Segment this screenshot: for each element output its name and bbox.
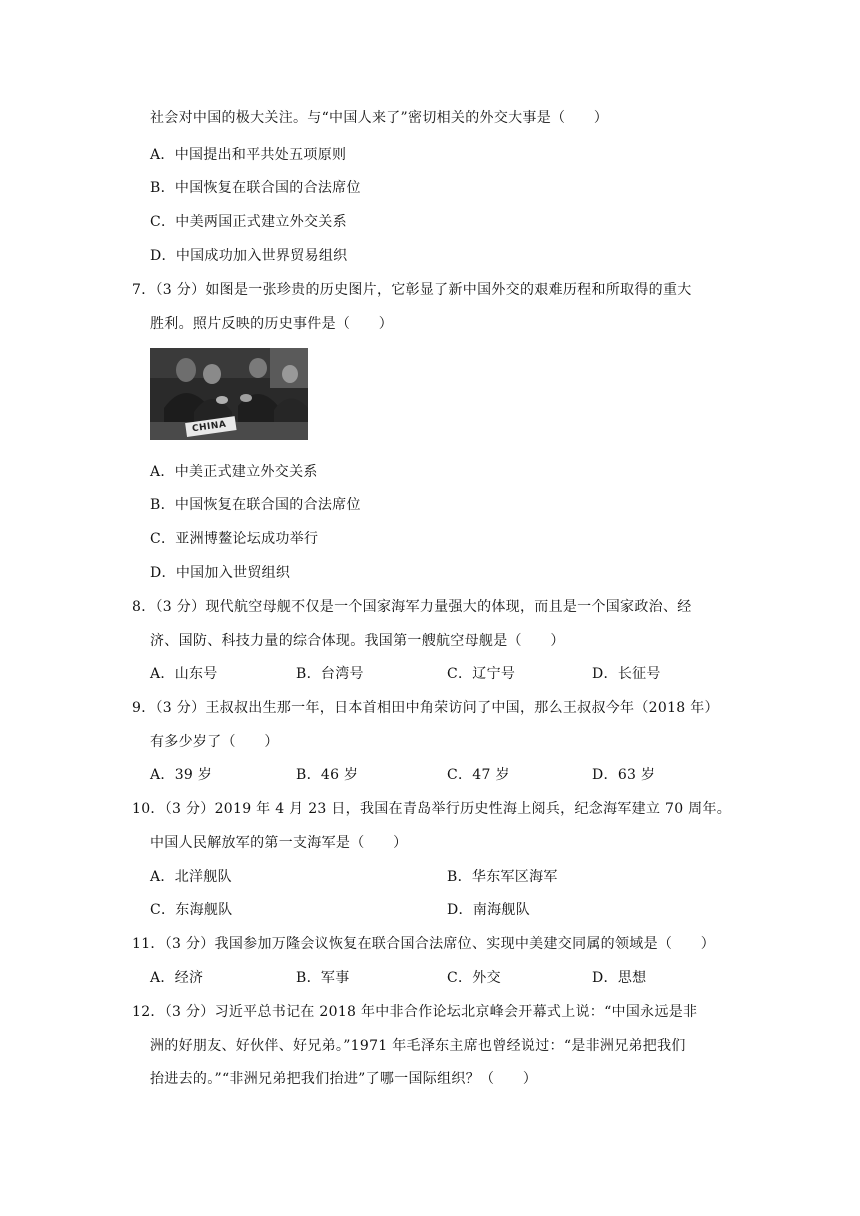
q12-stem-line-2: 洲的好朋友、好伙伴、好兄弟。”1971 年毛泽东主席也曾经说过：“是非洲兄弟把我们 xyxy=(150,1038,686,1054)
q11-option-b[interactable]: B．军事 xyxy=(296,970,350,986)
q6-option-c[interactable]: C．中美两国正式建立外交关系 xyxy=(150,214,347,230)
q7-stem-line-1: 7．（3 分）如图是一张珍贵的历史图片，它彰显了新中国外交的艰难历程和所取得的重大 xyxy=(132,282,692,298)
q7-stem-line-2: 胜利。照片反映的历史事件是（ ） xyxy=(150,316,394,332)
q7-option-c[interactable]: C．亚洲博鳌论坛成功举行 xyxy=(150,531,319,547)
q8-stem-line-2: 济、国防、科技力量的综合体现。我国第一艘航空母舰是（ ） xyxy=(150,633,565,649)
q9-stem-line-2: 有多少岁了（ ） xyxy=(150,734,279,750)
q6-stem-line: 社会对中国的极大关注。与“中国人来了”密切相关的外交大事是（ ） xyxy=(150,110,609,126)
q6-option-a[interactable]: A．中国提出和平共处五项原则 xyxy=(150,147,347,163)
china-sign-label: CHINA xyxy=(191,419,228,435)
q8-option-b[interactable]: B．台湾号 xyxy=(296,666,364,682)
q11-option-a[interactable]: A．经济 xyxy=(150,970,204,986)
q9-stem-line-1: 9．（3 分）王叔叔出生那一年，日本首相田中角荣访问了中国，那么王叔叔今年（2018 年） xyxy=(132,700,719,716)
q7-option-a[interactable]: A．中美正式建立外交关系 xyxy=(150,464,318,480)
q6-option-d[interactable]: D．中国成功加入世界贸易组织 xyxy=(150,248,348,264)
q12-stem-line-1: 12．（3 分）习近平总书记在 2018 年中非合作论坛北京峰会开幕式上说：“中国永远是非 xyxy=(132,1004,698,1020)
q7-option-b[interactable]: B．中国恢复在联合国的合法席位 xyxy=(150,497,361,513)
q10-option-b[interactable]: B．华东军区海军 xyxy=(447,869,558,885)
q10-option-d[interactable]: D．南海舰队 xyxy=(447,902,531,918)
q12-stem-line-3: 抬进去的。”“非洲兄弟把我们抬进”了哪一国际组织？（ ） xyxy=(150,1071,538,1087)
historical-photo xyxy=(150,348,308,440)
q6-option-b[interactable]: B．中国恢复在联合国的合法席位 xyxy=(150,180,361,196)
q9-option-c[interactable]: C．47 岁 xyxy=(447,767,510,783)
q9-option-b[interactable]: B．46 岁 xyxy=(296,767,359,783)
q10-stem-line-2: 中国人民解放军的第一支海军是（ ） xyxy=(150,835,408,851)
q8-option-c[interactable]: C．辽宁号 xyxy=(447,666,516,682)
q9-option-a[interactable]: A．39 岁 xyxy=(150,767,213,783)
q8-option-a[interactable]: A．山东号 xyxy=(150,666,218,682)
q7-option-d[interactable]: D．中国加入世贸组织 xyxy=(150,565,291,581)
q8-stem-line-1: 8．（3 分）现代航空母舰不仅是一个国家海军力量强大的体现，而且是一个国家政治、经 xyxy=(132,599,692,615)
q11-option-d[interactable]: D．思想 xyxy=(592,970,647,986)
q11-stem-line-1: 11．（3 分）我国参加万隆会议恢复在联合国合法席位、实现中美建交同属的领域是（ ） xyxy=(132,936,716,952)
q10-option-a[interactable]: A．北洋舰队 xyxy=(150,869,232,885)
q10-option-c[interactable]: C．东海舰队 xyxy=(150,902,233,918)
q11-option-c[interactable]: C．外交 xyxy=(447,970,501,986)
q8-option-d[interactable]: D．长征号 xyxy=(592,666,661,682)
q9-option-d[interactable]: D．63 岁 xyxy=(592,767,656,783)
q10-stem-line-1: 10．（3 分）2019 年 4 月 23 日，我国在青岛举行历史性海上阅兵，纪念海军建立 70 周年。 xyxy=(132,801,732,817)
